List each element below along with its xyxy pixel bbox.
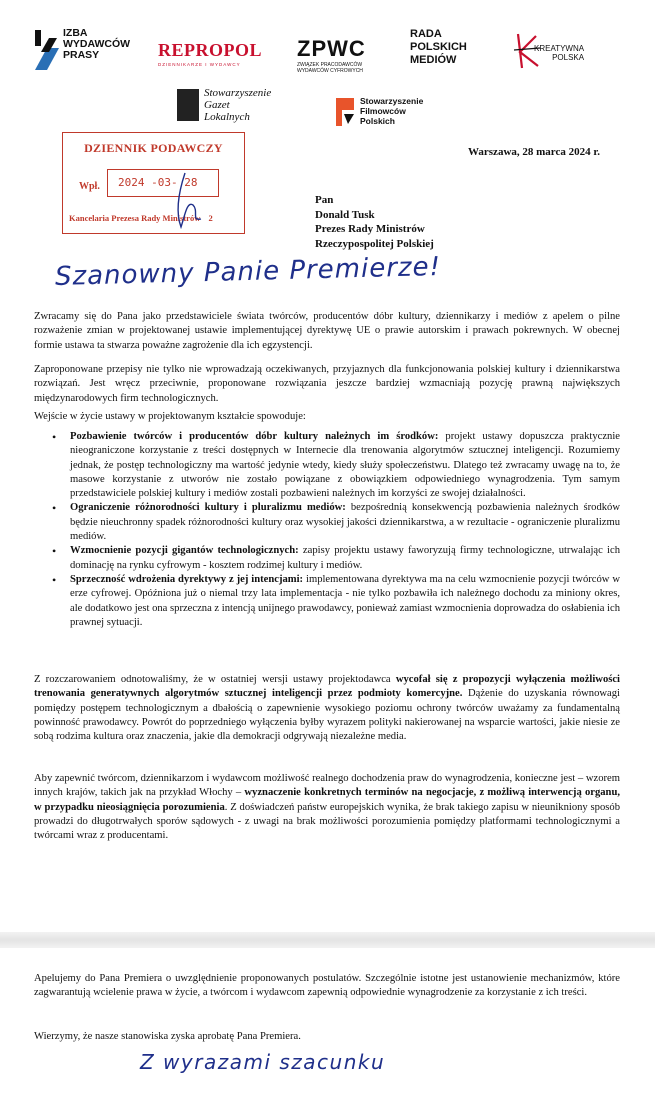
gazet-line: Lokalnych (204, 111, 250, 123)
paragraph-text: Zwracamy się do Pana jako przedstawiciele świata twórców, producentów dóbr kultury, dziennikarzy i mediów z apelem o pilne rozważenie zmian w projektowanej ustawie implementującej dyrektywę UE o prawie autorskim i prawach pokrewnych. W obecnej formie ustawa ta stwarza poważne zagrożenie dla ich egzystencji. (34, 311, 620, 351)
list-item (70, 573, 620, 630)
list-item (70, 430, 620, 501)
filmowcy-mark-icon (334, 96, 356, 128)
text-run: Z rozczarowaniem odnotowaliśmy, że w ostatniej wersji ustawy projektodawca (34, 674, 396, 685)
paragraph-consequences-intro (34, 410, 620, 424)
filmowcy-line: Stowarzyszenie (360, 96, 424, 106)
stamp-title: DZIENNIK PODAWCZY (84, 141, 223, 155)
salutation: Szanowny Panie Premierze! (54, 251, 442, 292)
text-emphasis: wycofał się z propozycji wyłączenia możliwości trenowania generatywnych algorytmów sztucznej inteligencji przez podmioty komercyjne. (34, 674, 621, 700)
list-item-text: projekt ustawy dopuszcza praktycznie nieograniczone korzystanie z treści dostępnych w Internecie dla trenowania algorytmów sztucznej inteligencji. Rozumiemy jednak, że postęp technologiczny ma wartość jedynie wtedy, kiedy służy społeczeństwu. Dlatego też zwracamy uwagę na to, że masowe korzystanie z utworów nie zostało powiązane z obowiązkiem odpowiedniego wynagrodzenia. Tym samym przedstawiciele polskiej kultury i mediów zostali pozbawieni należnych im korzyści ze swojej działalności. (70, 431, 620, 500)
repropol-text: REPROPOL (158, 40, 263, 60)
text-run: Aby zapewnić twórcom, dziennikarzom i wydawcom możliwość realnego dochodzenia praw do wynagrodzenia, konieczne jest – wzorem innych krajów, takich jak na przykład Włochy – (34, 773, 620, 799)
kreatywna-line: POLSKA (552, 53, 585, 62)
izba-line: IZBA (63, 27, 88, 39)
date-line: Warszawa, 28 marca 2024 r. (468, 146, 600, 158)
paragraph-belief (34, 1030, 620, 1044)
stamp-wpl-label: Wpł. (79, 181, 100, 192)
paragraph-text: Zaproponowane przepisy nie tylko nie wprowadzają oczekiwanych, przyjaznych dla funkcjonowania polskiej kultury i dziennikarstwa rozwiązań. Jest wręcz przeciwnie, proponowane rozwiązania jeszcze bardziej wzmacniają pozycję prawną największych międzynarodowych firm technologicznych. (34, 364, 620, 404)
list-item-text: bezpośrednią konsekwencją pozbawienia należnych środków będzie nieuchronny spadek różnorodności kultury oraz wysokiej jakości dziennikarstwa, a w rezultacie - ograniczenie pluralizmu mediów. (70, 502, 620, 543)
kreatywna-logo (512, 30, 602, 70)
list-item-heading: Pozbawienie twórców i producentów dóbr kultury należnych im środków: (70, 431, 439, 442)
stamp-date: 2024 -03- 28 (118, 176, 198, 189)
zpwc-subtitle: ZWIĄZEK PRACODAWCÓW WYDAWCÓW CYFROWYCH (297, 62, 363, 74)
zpwc-logo (297, 36, 387, 76)
zpwc-text: ZPWC (297, 36, 366, 61)
list-item-heading: Wzmocnienie pozycji gigantów technologicznych: (70, 545, 299, 557)
paragraph-intro (34, 310, 620, 353)
page-break-divider (0, 932, 655, 948)
text-emphasis: wyznaczenie konkretnych terminów na negocjacje, z możliwą interwencją organu, w przypadku nieosiągnięcia porozumienia (34, 787, 620, 813)
list-item-heading: Ograniczenie różnorodności kultury i pluralizmu mediów: (70, 502, 346, 514)
paragraph-proposals (34, 363, 620, 406)
addressee-line: Prezes Rady Ministrów (315, 223, 425, 235)
list-item (70, 501, 620, 544)
gazet-mark-icon (177, 89, 199, 121)
filmowcy-logo (334, 96, 444, 136)
paragraph-negotiations (34, 772, 620, 843)
izba-line: WYDAWCÓW (63, 38, 131, 51)
kreatywna-line: KREATYWNA (534, 44, 585, 53)
paragraph-disappointment (34, 673, 620, 744)
list-item-text: implementowana dyrektywa ma na celu wzmocnienie pozycji twórców w erze cyfrowej. Opóźniona już o niemal trzy lata implementacja - nie tylko pozbawiła ich należnego dochodu za miniony okres, ale dodatkowo jest ona sprzeczna z intencją unijnego prawodawcy, ponieważ zamiast wzmocnienia doprowadza do osłabienia ich prawnej sytuacji. (70, 573, 620, 628)
gazet-line: Gazet (204, 99, 230, 111)
list-item-text: zapisy projektu ustawy faworyzują firmy technologiczne, utrwalając ich dominację na rynku cyfrowym - kosztem rodzimej kultury i mediów. (70, 545, 620, 571)
addressee-line: Pan (315, 194, 334, 206)
izba-mark-icon (33, 28, 61, 72)
paragraph-text (34, 673, 620, 744)
gazet-lokalnych-logo (177, 87, 297, 127)
gazet-line: Stowarzyszenie (204, 87, 272, 99)
stamp-number: 2 (208, 213, 213, 223)
rada-line: RADA (410, 28, 442, 40)
repropol-subtitle: DZIENNIKARZE I WYDAWCY (158, 62, 241, 67)
paragraph-text: Wierzymy, że nasze stanowiska zyska aprobatę Pana Premiera. (34, 1031, 301, 1042)
filmowcy-line: Polskich (360, 116, 395, 126)
stamp-signature-icon (171, 171, 211, 231)
paragraph-text (34, 772, 620, 843)
list-item (70, 544, 620, 573)
rada-line: POLSKICH (410, 41, 467, 53)
registry-stamp (62, 132, 245, 234)
paragraph-text: Apelujemy do Pana Premiera o uwzględnienie proponowanych postulatów. Szczególnie istotne jest ustanowienie mechanizmów, które zagwarantują wcielenie prawa w życie, a twórcom i wydawcom zapewnią odpowiednie wynagrodzenie za korzystanie z ich treści. (34, 973, 620, 999)
rada-line: MEDIÓW (410, 54, 457, 66)
consequences-list (34, 430, 620, 630)
izba-logo (33, 28, 143, 74)
rada-logo (410, 28, 467, 67)
closing-handwritten: Z wyrazami szacunku (140, 1050, 386, 1074)
filmowcy-line: Filmowców (360, 106, 406, 116)
paragraph-text: Wejście w życie ustawy w projektowanym kształcie spowoduje: (34, 411, 306, 422)
text-run: . Z doświadczeń państw europejskich wynika, że brak takiego zapisu w nieunikniony sposób prowadzi do długotrwałych sporów sądowych - z uwagi na brak możliwości porozumienia pomiędzy platformami technologicznymi a twórcami wraz z producentami. (34, 801, 620, 842)
text-run: Dążenie do uzyskania równowagi pomiędzy postępem technologicznym a dbałością o zapewnienie wysokiego poziomu ochrony twórców uważamy za fundamentalną powinność prawodawcy. Powrót do poprzedniego wyłączenia byłby wyrazem polityki nakierowanej na wsparcie wartości, jakie niesie ze sobą rodzima kultura oraz znaczenia, jakie dla demokracji odgrywają niezależne media. (34, 688, 620, 743)
addressee-line: Rzeczypospolitej Polskiej (315, 237, 434, 250)
addressee-block (315, 193, 434, 251)
list-item-heading: Sprzeczność wdrożenia dyrektywy z jej intencjami: (70, 573, 304, 585)
repropol-logo (158, 40, 263, 70)
stamp-office: Kancelaria Prezesa Rady Ministrów (69, 213, 201, 223)
addressee-line: Donald Tusk (315, 208, 375, 221)
izba-line: PRASY (63, 49, 100, 62)
paragraph-appeal (34, 972, 620, 1001)
